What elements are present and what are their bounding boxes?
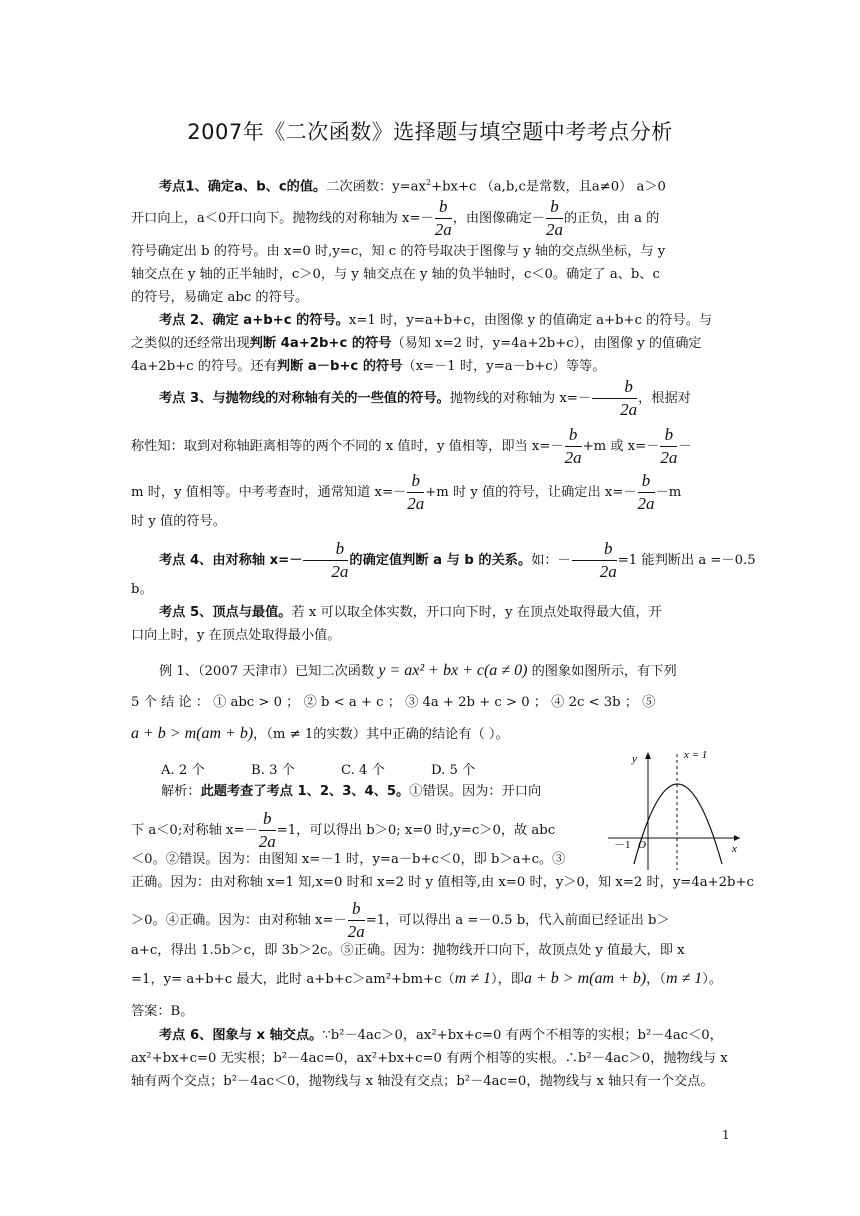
options-row (161, 762, 501, 780)
p3-line-1 (131, 376, 731, 421)
num: b (303, 538, 348, 561)
p5-text: 若 x 可以取全体实数，开口向下时，y 在顶点处取得最大值，开 (291, 605, 662, 620)
sol-text: ＞0。④正确。因为：由对称轴 x=－ (131, 913, 347, 928)
neg-one-label: －1 (614, 839, 631, 851)
parabola-graph (604, 744, 744, 874)
p1-text: +bx+c （a,b,c是常数，且a≠0） a＞0 (431, 179, 666, 195)
parabola-curve (634, 784, 722, 864)
p5-heading: 考点 5、顶点与最值。 (159, 605, 292, 620)
ex-math: a + b > m(am + b) (131, 725, 254, 742)
fraction (638, 470, 655, 515)
p4-text: 如：－ (531, 553, 571, 568)
ex-text: ，（m ≠ 1的实数）其中正确的结论有（ ）。 (253, 727, 509, 742)
sol-line-3: ＜0。②错误。因为：由图知 x=－1 时，y=a－b+c＜0，即 b＞a+c。③ (131, 852, 566, 867)
p2-line-2 (131, 335, 731, 353)
fraction (592, 376, 637, 421)
p6-heading: 考点 6、图象与 x 轴交点。 (159, 1028, 323, 1043)
p2-text: 4a+2b+c 的符号。还有 (131, 359, 277, 374)
ex-text: 例 1、（2007 天津市）已知二次函数 (159, 664, 375, 679)
option-b: B. 3 个 (251, 763, 295, 778)
den: 2a (331, 562, 349, 581)
num: b (572, 538, 617, 561)
num: b (546, 196, 563, 219)
x-axis-arrow (734, 835, 740, 841)
p3-text: 称性知：取到对称轴距离相等的两个不同的 x 值时，y 值相等，即当 x=－ (131, 439, 564, 454)
ex-math: y = ax² + bx + c(a ≠ 0) (378, 662, 528, 679)
den: 2a (347, 922, 365, 941)
p6-line-2: ax²+bx+c=0 无实根；b²－4ac=0，ax²+bx+c=0 有两个相等的实根。∴b²－4ac＞0，抛物线与 x (131, 1051, 728, 1066)
p1-text: 开口向上，a＜0开口向下。抛物线的对称轴为 x=－ (131, 211, 434, 226)
sol-math: a + b > m(am + b) (524, 970, 647, 987)
sol-text: 下 a＜0;对称轴 x=－ (131, 823, 258, 838)
sol-math: m ≠ 1 (665, 970, 703, 987)
sup: 2 (425, 178, 432, 187)
p1-heading: 考点1、确定a、b、c的值。 (159, 179, 327, 195)
p1-text: 的正负，由 a 的 (564, 211, 660, 226)
p1-line-3: 符号确定出 b 的符号。由 x=0 时,y=c，知 c 的符号取决于图像与 y 轴的交点纵坐标，与 y (131, 244, 666, 259)
ex-text: 的图象如图所示，有下列 (531, 664, 677, 679)
p4-line-1 (131, 538, 756, 583)
den: 2a (660, 448, 678, 467)
sol-line-6: a+c，得出 1.5b＞c，即 3b＞2c。⑤正确。因为：抛物线开口向下，故顶点处 y 值最大，即 x (131, 943, 685, 958)
num: b (435, 196, 452, 219)
num: b (565, 424, 582, 447)
p2-bold: 判断 a－b+c 的符号 (276, 359, 403, 374)
fraction (565, 424, 582, 469)
p1-text: 二次函数：y=ax (326, 179, 426, 195)
p3-text: +m 或 x=－ (582, 439, 660, 454)
p2-text: （x=－1 时，y=a－b+c）等等。 (402, 359, 606, 374)
p4-line-2: b。 (131, 582, 153, 597)
p5-line-2: 口向上时，y 在顶点处取得最小值。 (131, 628, 341, 643)
sol-line-5 (131, 898, 731, 943)
p3-text: － (678, 439, 692, 454)
p1-line-1 (131, 174, 731, 196)
sol-text: =1，可以得出 b＞0; x=0 时,y=c＞0，故 abc (276, 823, 556, 838)
p4-text: =1 能判断出 a =－0.5 (617, 553, 756, 568)
sol-math: m ≠ 1 (454, 970, 492, 987)
p1-line-2 (131, 196, 731, 241)
p3-text: ，根据对 (638, 391, 691, 406)
fraction (348, 898, 365, 943)
num: b (592, 376, 637, 399)
fraction (660, 424, 677, 469)
sol-line-4: 正确。因为：由对称轴 x=1 知,x=0 时和 x=2 时 y 值相等,由 x=0 时，y＞0，知 x=2 时，y=4a+2b+c (131, 875, 754, 890)
option-d: D. 5 个 (431, 763, 476, 778)
p2-line-1 (131, 312, 731, 330)
sol-text: =1，y= a+b+c 最大，此时 a+b+c＞am²+bm+c（ (131, 972, 455, 987)
den: 2a (546, 220, 563, 239)
x-label: x (732, 843, 737, 855)
origin-label: O (638, 839, 646, 851)
p3-line-3 (131, 470, 731, 515)
den: 2a (599, 562, 617, 581)
den: 2a (620, 400, 638, 419)
p2-heading: 考点 2、确定 a+b+c 的符号。 (159, 313, 349, 328)
den: 2a (637, 494, 655, 513)
fraction (572, 538, 617, 583)
num: b (348, 898, 365, 921)
p3-line-2 (131, 424, 731, 469)
p1-line-5: 的符号，易确定 abc 的符号。 (131, 290, 309, 305)
p1-line-4: 轴交点在 y 轴的正半轴时，c＞0，与 y 轴交点在 y 轴的负半轴时，c＜0。确定了 a、b、c (131, 267, 660, 282)
symmetry-label: x = 1 (684, 749, 708, 761)
sol-text: ），即 (491, 972, 524, 987)
sol-text: 解析： (161, 784, 201, 799)
sol-text: ，（ (646, 972, 666, 987)
den: 2a (434, 220, 452, 239)
num: b (660, 424, 677, 447)
num: b (259, 808, 276, 831)
sol-text: ①错误。因为：开口向 (409, 784, 542, 799)
p3-text: 抛物线的对称轴为 x=－ (449, 391, 592, 406)
fraction (407, 470, 424, 515)
p3-text: －m (655, 485, 682, 500)
den: 2a (258, 832, 276, 851)
p4-heading: 的确定值判断 a 与 b 的关系。 (349, 553, 532, 568)
fraction (546, 196, 563, 241)
ex-line-3 (131, 725, 731, 744)
sol-text: =1，可以得出 a =－0.5 b，代入前面已经证出 b＞ (365, 913, 670, 928)
p5-line-1 (131, 604, 731, 622)
den: 2a (407, 494, 425, 513)
p2-bold: 判断 4a+2b+c 的符号 (249, 336, 392, 351)
p6-line-3: 轴有两个交点；b²－4ac＜0，抛物线与 x 轴没有交点；b²－4ac=0，抛物线与 x 轴只有一个交点。 (131, 1074, 714, 1089)
ex-line-2: 5 个 结 论 ： ① abc > 0 ； ② b < a + c ； ③ 4a + 2b + c > 0 ； ④ 2c < 3b ； ⑤ (131, 695, 656, 710)
option-c: C. 4 个 (341, 763, 385, 778)
p2-text: x=1 时，y=a+b+c，由图像 y 的值确定 a+b+c 的符号。与 (348, 313, 713, 328)
sol-bold: 此题考查了考点 1、2、3、4、5。 (200, 784, 410, 799)
fraction (259, 808, 276, 853)
sol-line-7 (131, 970, 731, 989)
y-label: y (632, 753, 637, 765)
fraction (303, 538, 348, 583)
num: b (407, 470, 424, 493)
p6-line-1 (131, 1027, 731, 1045)
page-title: 2007年《二次函数》选择题与填空题中考考点分析 (187, 120, 673, 144)
option-a: A. 2 个 (161, 763, 205, 778)
answer: 答案：B。 (131, 1004, 194, 1019)
p2-text: （易知 x=2 时，y=4a+2b+c），由图像 y 的值确定 (391, 336, 702, 351)
y-axis-arrow (645, 752, 651, 759)
p3-text: +m 时 y 值的符号，让确定出 x=－ (425, 485, 637, 500)
den: 2a (564, 448, 582, 467)
page-number: 1 (722, 1128, 730, 1142)
p3-text: m 时，y 值相等。中考考查时，通常知道 x=－ (131, 485, 407, 500)
p1-text: ，由图像确定－ (452, 211, 545, 226)
num: b (638, 470, 655, 493)
sol-text: ）。 (702, 972, 723, 987)
ex-line-1 (131, 662, 731, 681)
fraction (435, 196, 452, 241)
p4-heading: 考点 4、由对称轴 x=－ (159, 553, 303, 568)
p6-text: ∵b²－4ac＞0，ax²+bx+c=0 有两个不相等的实根；b²－4ac＜0， (322, 1028, 723, 1043)
p2-line-3 (131, 358, 731, 376)
p2-text: 之类似的还经常出现 (131, 336, 250, 351)
p3-heading: 考点 3、与抛物线的对称轴有关的一些值的符号。 (159, 391, 450, 406)
p3-line-4: 时 y 值的符号。 (131, 514, 226, 529)
